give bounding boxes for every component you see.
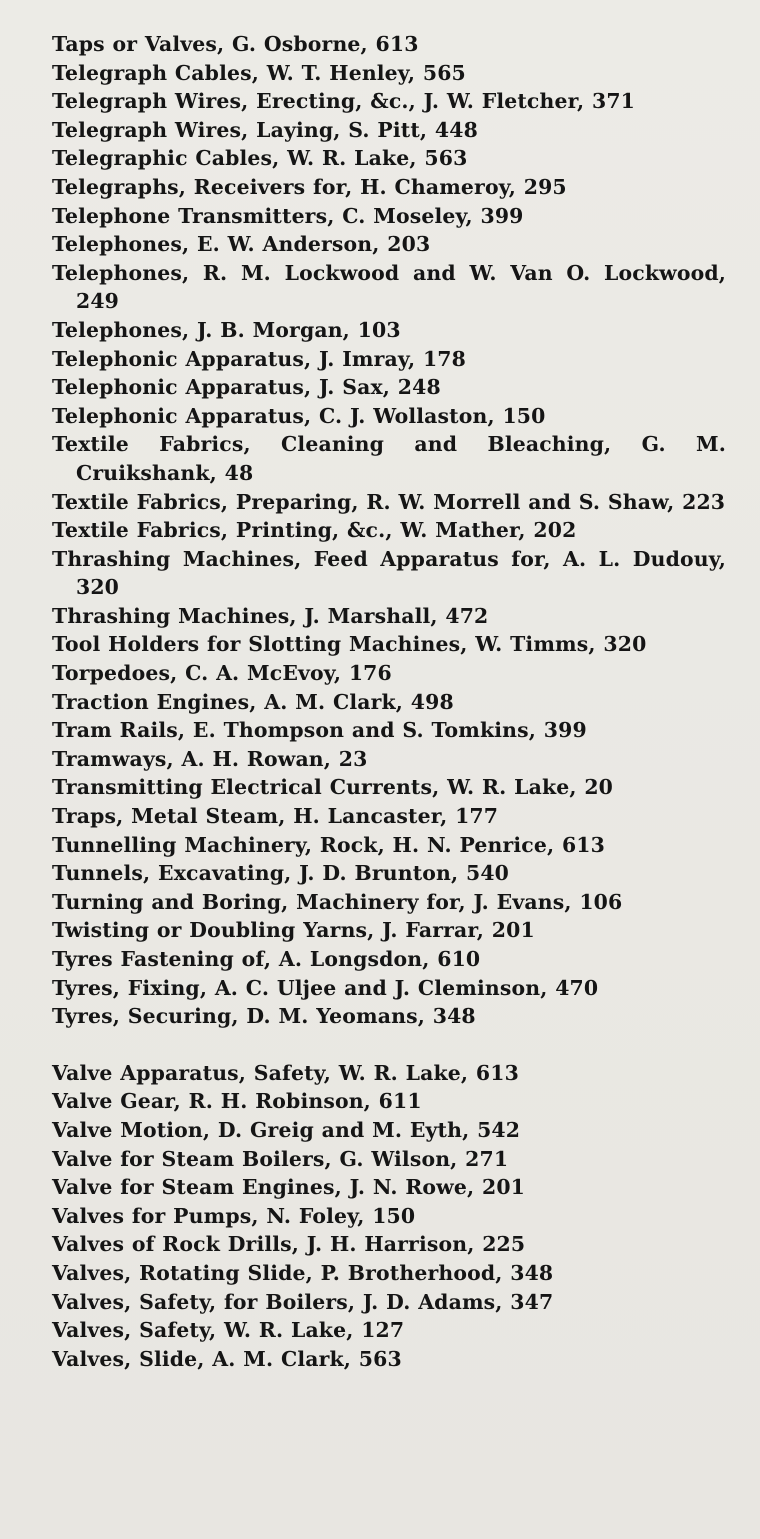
index-entry: Valves for Pumps, N. Foley, 150: [52, 1203, 416, 1228]
index-entry: Textile Fabrics, Preparing, R. W. Morrell and S. Shaw, 223: [52, 489, 726, 514]
index-entry: Turning and Boring, Machinery for, J. Evans, 106: [52, 889, 623, 914]
index-entry: Tool Holders for Slotting Machines, W. Timms, 320: [52, 632, 647, 657]
index-entry: Tyres, Securing, D. M. Yeomans, 348: [52, 1004, 476, 1029]
index-body: [46, 30, 726, 1373]
index-entry: Tyres Fastening of, A. Longsdon, 610: [52, 947, 481, 971]
index-entry: Tunnels, Excavating, J. D. Brunton, 540: [52, 861, 510, 886]
index-entry: Thrashing Machines, Feed Apparatus for, A. L. Dudouy, 320: [52, 546, 726, 600]
index-entry: Telephonic Apparatus, C. J. Wollaston, 150: [52, 403, 546, 428]
index-entry: Transmitting Electrical Currents, W. R. Lake, 20: [52, 775, 614, 800]
index-entry: Telegraphs, Receivers for, H. Chameroy, 295: [52, 174, 567, 199]
index-entry: Telegraph Wires, Laying, S. Pitt, 448: [52, 117, 478, 142]
index-entry: Textile Fabrics, Cleaning and Bleaching, G. M. Cruikshank, 48: [52, 432, 726, 485]
index-entry: Valves, Safety, for Boilers, J. D. Adams, 347: [52, 1289, 554, 1314]
index-entry: Tramways, A. H. Rowan, 23: [52, 746, 368, 771]
index-entry: Valve Motion, D. Greig and M. Eyth, 542: [52, 1117, 521, 1142]
index-entry: Traps, Metal Steam, H. Lancaster, 177: [52, 804, 499, 829]
index-entry: Telegraphic Cables, W. R. Lake, 563: [52, 146, 468, 171]
index-entry: Tram Rails, E. Thompson and S. Tomkins, 399: [52, 718, 587, 743]
index-entry: Telephones, R. M. Lockwood and W. Van O. Lockwood, 249: [52, 260, 726, 314]
index-entry: Telephonic Apparatus, J. Imray, 178: [52, 346, 466, 371]
index-entry: Tyres, Fixing, A. C. Uljee and J. Cleminson, 470: [52, 975, 599, 1000]
index-entry: Thrashing Machines, J. Marshall, 472: [52, 603, 489, 628]
index-entry: Valves, Rotating Slide, P. Brotherhood, 348: [52, 1260, 554, 1285]
index-entry: Valves, Safety, W. R. Lake, 127: [52, 1318, 405, 1343]
index-entry: Traction Engines, A. M. Clark, 498: [52, 689, 454, 714]
index-entry: Tunnelling Machinery, Rock, H. N. Penrice, 613: [52, 832, 605, 857]
index-entry: Telephonic Apparatus, J. Sax, 248: [52, 375, 441, 400]
index-entry: Torpedoes, C. A. McEvoy, 176: [52, 661, 392, 686]
index-section: [46, 1059, 726, 1374]
index-entry: Telephones, E. W. Anderson, 203: [52, 232, 431, 257]
index-entry: Taps or Valves, G. Osborne, 613: [52, 32, 419, 56]
index-entry: Valves of Rock Drills, J. H. Harrison, 225: [52, 1232, 526, 1257]
index-entry: Telephone Transmitters, C. Moseley, 399: [52, 203, 524, 228]
index-section: [46, 30, 726, 1031]
index-entry: Telephones, J. B. Morgan, 103: [52, 317, 401, 342]
index-entry: Textile Fabrics, Printing, &c., W. Mather, 202: [52, 518, 577, 543]
index-entry: Telegraph Wires, Erecting, &c., J. W. Fletcher, 371: [52, 89, 636, 114]
index-entry: Telegraph Cables, W. T. Henley, 565: [52, 60, 466, 85]
index-entry: Valves, Slide, A. M. Clark, 563: [52, 1346, 402, 1371]
index-entry: Twisting or Doubling Yarns, J. Farrar, 201: [52, 918, 535, 943]
index-entry: Valve Apparatus, Safety, W. R. Lake, 613: [52, 1060, 519, 1085]
index-entry: Valve for Steam Engines, J. N. Rowe, 201: [52, 1175, 526, 1200]
index-entry: Valve for Steam Boilers, G. Wilson, 271: [52, 1146, 509, 1171]
index-entry: Valve Gear, R. H. Robinson, 611: [52, 1089, 422, 1114]
